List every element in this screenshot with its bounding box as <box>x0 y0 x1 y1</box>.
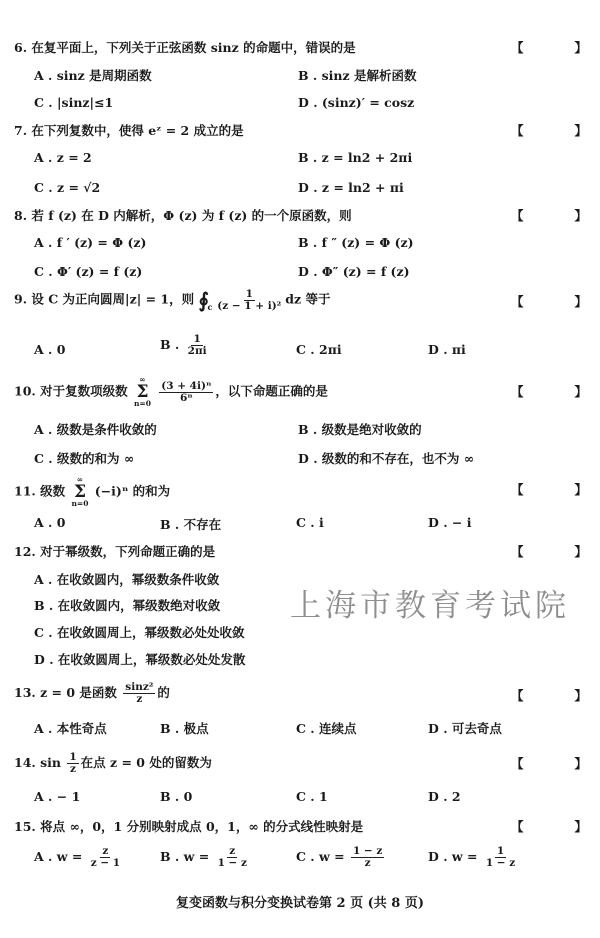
option-c: C . 连续点 <box>296 721 357 736</box>
answer-bracket: 【 】 <box>511 40 587 55</box>
option-d: D . 级数的和不存在，也不为 ∞ <box>298 451 475 466</box>
answer-bracket: 【 】 <box>511 384 587 399</box>
question-stem: 11. 级数 ∞ Σ n=0 (−i)ⁿ 的和为 <box>14 475 171 508</box>
contour-integral-symbol: ∮ c <box>198 288 213 312</box>
option-a: A . − 1 <box>34 789 81 804</box>
option-a: A . 本性奇点 <box>34 721 107 736</box>
option-c: C . |sinz|≤1 <box>34 95 114 110</box>
option-a: A . 0 <box>34 515 66 530</box>
option-c: C . 在收敛圆周上，幂级数必处处收敛 <box>34 625 245 640</box>
page-footer: 复变函数与积分变换试卷第 2 页 (共 8 页) <box>175 896 425 911</box>
question-stem: 6. 在复平面上，下列关于正弦函数 sinz 的命题中，错误的是 <box>14 40 356 55</box>
option-a: A . sinz 是周期函数 <box>34 68 152 83</box>
option-b: B . f ″ (z) = Φ (z) <box>298 235 414 250</box>
option-c: C . 1 <box>296 789 328 804</box>
option-a: A . 在收敛圆内，幂级数条件收敛 <box>34 572 220 587</box>
option-c: C . Φ′ (z) = f (z) <box>34 264 143 279</box>
summation-symbol: ∞ Σ n=0 <box>71 475 89 508</box>
option-b: B . z = ln2 + 2πi <box>298 150 413 165</box>
answer-bracket: 【 】 <box>511 482 587 497</box>
answer-bracket: 【 】 <box>511 819 587 834</box>
option-d: D . z = ln2 + πi <box>298 180 404 195</box>
question-stem: 15. 将点 ∞，0，1 分别映射成点 0，1，∞ 的分式线性映射是 <box>14 819 364 834</box>
option-d: D . πi <box>428 342 466 357</box>
option-d: D . 可去奇点 <box>428 721 502 736</box>
option-b: B . 级数是绝对收敛的 <box>298 422 422 437</box>
option-d: D . 在收敛圆周上，幂级数必处处发散 <box>34 652 246 667</box>
option-c: C . i <box>296 515 324 530</box>
option-b: B . $\frac{1}{2\pi i}$ <box>160 333 207 357</box>
option-d: D . w = $\frac{1}{1 - z}$ <box>428 845 516 869</box>
option-b: B . 0 <box>160 789 193 804</box>
answer-bracket: 【 】 <box>511 756 587 771</box>
function-fraction: $\frac{\text{sinz²}}{z}$ <box>125 681 154 705</box>
option-d: D . 2 <box>428 789 461 804</box>
option-c: C . 级数的和为 ∞ <box>34 451 135 466</box>
summation-symbol: ∞ Σ n=0 <box>133 375 151 408</box>
option-d: D . − i <box>428 515 472 530</box>
option-b: B . sinz 是解析函数 <box>298 68 417 83</box>
question-stem: 7. 在下列复数中，使得 eᶻ = 2 成立的是 <box>14 123 244 138</box>
option-a: A . z = 2 <box>34 150 92 165</box>
option-b: B . w = $\frac{z}{1 - z}$ <box>160 845 247 869</box>
option-b: B . 在收敛圆内，幂级数绝对收敛 <box>34 598 221 613</box>
option-a: A . w = $\frac{z}{z - 1}$ <box>34 845 121 869</box>
option-b: B . 极点 <box>160 721 209 736</box>
option-a: A . 级数是条件收敛的 <box>34 422 157 437</box>
answer-bracket: 【 】 <box>511 544 587 559</box>
question-stem: 12. 对于幂级数，下列命题正确的是 <box>14 544 216 559</box>
option-c: C . w = $\frac{1 - z}{z}$ <box>296 845 383 869</box>
series-term-fraction: $\frac{\text{(3 + 4i)ⁿ}}{\text{6ⁿ}}$ <box>161 379 212 404</box>
option-a: A . 0 <box>34 342 66 357</box>
watermark: 上海市教育考试院 <box>290 588 570 624</box>
option-c: C . z = √2 <box>34 180 101 195</box>
option-a: A . f ′ (z) = Φ (z) <box>34 235 147 250</box>
option-d: D . Φ″ (z) = f (z) <box>298 264 410 279</box>
question-stem: 14. sin $\frac{1}{z}$ 在点 z = 0 处的留数为 <box>14 751 212 775</box>
argument-fraction: $\frac{1}{z}$ <box>69 751 77 775</box>
option-d: D . (sinz)′ = cosz <box>298 95 415 110</box>
answer-bracket: 【 】 <box>511 294 587 309</box>
question-stem: 9. 设 C 为正向圆周|z| = 1，则 ∮ c $\frac{1}{\text{(z − 1 + i)²}}$ dz 等于 <box>14 287 331 312</box>
question-stem: 8. 若 f (z) 在 D 内解析，Φ (z) 为 f (z) 的一个原函数，则 <box>14 208 352 223</box>
answer-bracket: 【 】 <box>511 208 587 223</box>
option-b: B . 不存在 <box>160 517 222 532</box>
question-stem: 13. z = 0 是函数 $\frac{\text{sinz²}}{z}$ 的 <box>14 681 170 705</box>
answer-bracket: 【 】 <box>511 688 587 703</box>
answer-bracket: 【 】 <box>511 123 587 138</box>
integrand-fraction: $\frac{1}{\text{(z − 1 + i)²}}$ <box>217 287 282 312</box>
option-c: C . 2πi <box>296 342 342 357</box>
question-stem: 10. 对于复数项级数 ∞ Σ n=0 $\frac{\text{(3 + 4i)ⁿ}}{\text{6ⁿ}}$ ，以下命题正确的是 <box>14 375 328 408</box>
